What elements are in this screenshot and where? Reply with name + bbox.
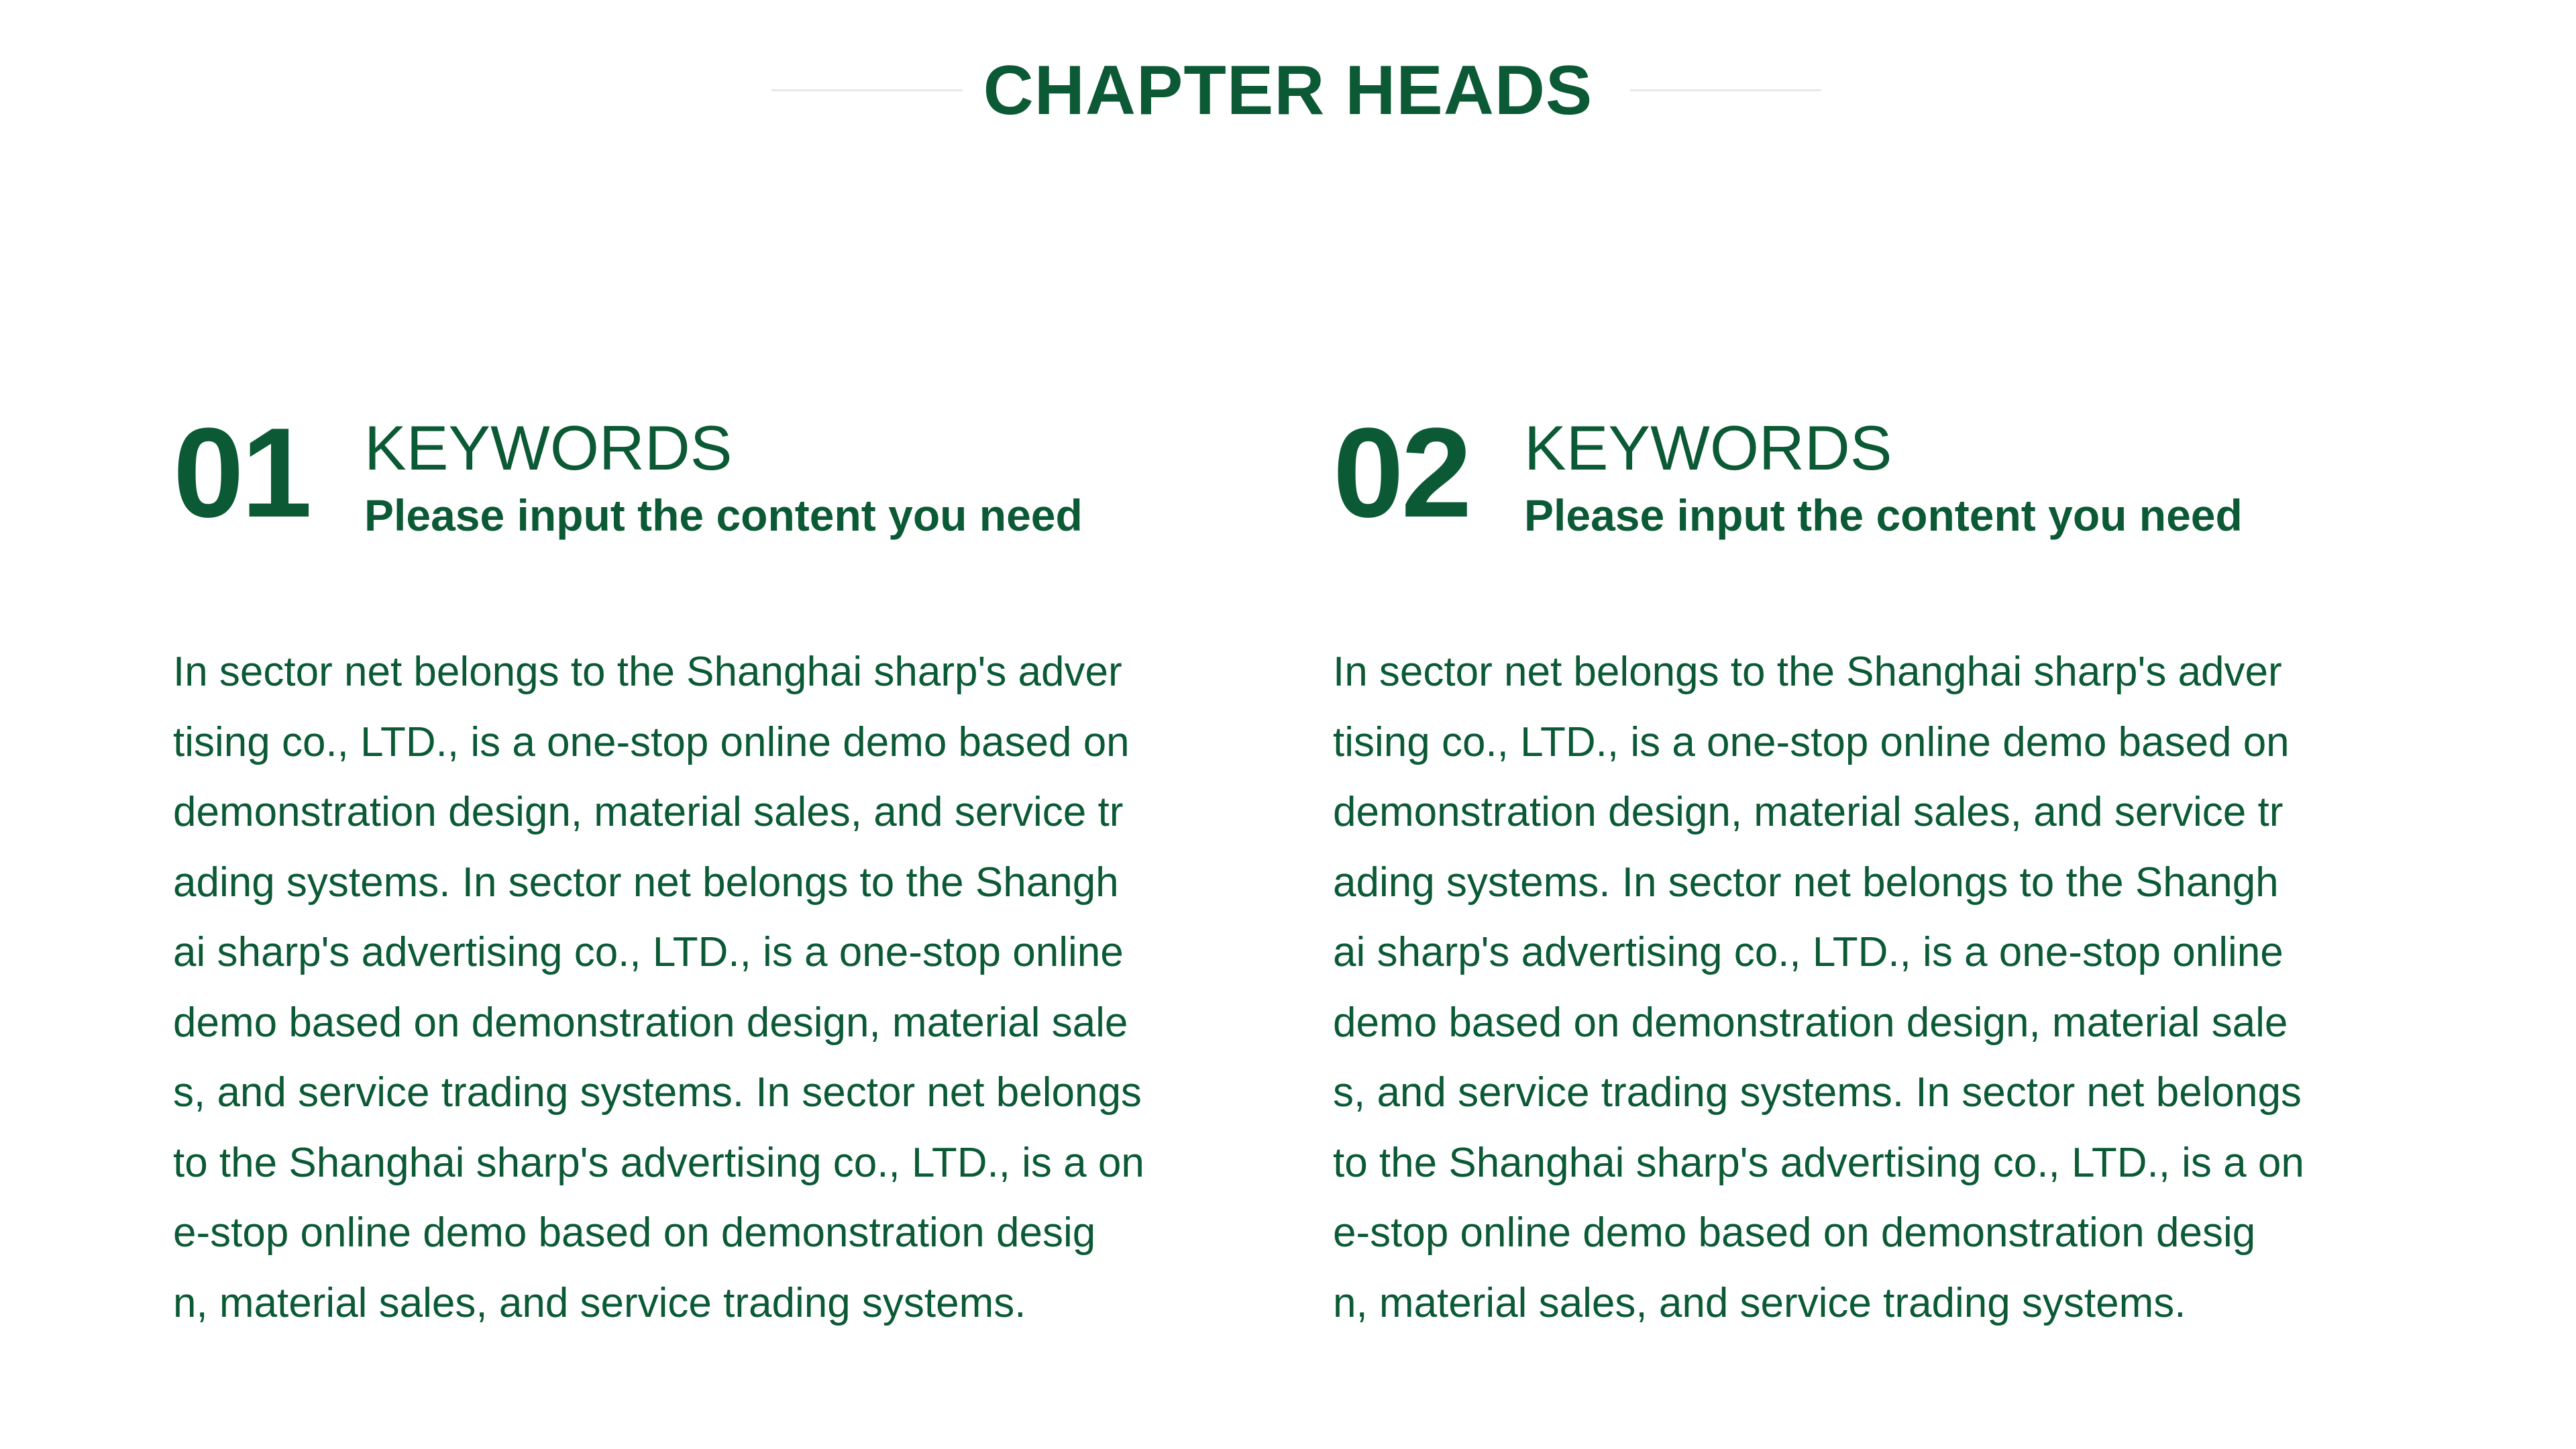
section-heading: KEYWORDS: [364, 413, 733, 483]
body-line: tising co., LTD., is a one-stop online demo based on: [1333, 718, 2290, 765]
section-subheading: Please input the content you need: [364, 490, 1083, 540]
body-line: to the Shanghai sharp's advertising co., LTD., is a on: [173, 1139, 1144, 1186]
section-body: [173, 637, 1273, 1338]
section-heading: KEYWORDS: [1524, 413, 1892, 483]
section-subheading: Please input the content you need: [1524, 490, 2243, 540]
section-number: 02: [1333, 402, 1470, 544]
body-line: tising co., LTD., is a one-stop online demo based on: [173, 718, 1130, 765]
body-line: ai sharp's advertising co., LTD., is a one-stop online: [173, 929, 1124, 975]
body-line: demonstration design, material sales, and service tr: [173, 789, 1124, 835]
body-line: In sector net belongs to the Shanghai sharp's adver: [1333, 649, 2282, 695]
body-line: ading systems. In sector net belongs to the Shangh: [173, 859, 1119, 906]
body-line: s, and service trading systems. In sector net belongs: [1333, 1069, 2302, 1116]
section-body: [1333, 637, 2433, 1338]
body-line: demo based on demonstration design, material sale: [1333, 999, 2288, 1046]
body-line: ading systems. In sector net belongs to the Shangh: [1333, 859, 2279, 906]
body-line: demonstration design, material sales, and service tr: [1333, 789, 2284, 835]
body-line: e-stop online demo based on demonstration desig: [173, 1210, 1096, 1256]
body-line: In sector net belongs to the Shanghai sharp's adver: [173, 649, 1122, 695]
body-line: n, material sales, and service trading systems.: [1333, 1279, 2186, 1326]
title-bar: [0, 47, 2576, 134]
section-number: 01: [173, 402, 310, 544]
body-line: e-stop online demo based on demonstration desig: [1333, 1210, 2256, 1256]
body-line: demo based on demonstration design, material sale: [173, 999, 1128, 1046]
page-title: CHAPTER HEADS: [983, 52, 1593, 129]
body-line: s, and service trading systems. In sector net belongs: [173, 1069, 1142, 1116]
body-line: n, material sales, and service trading systems.: [173, 1279, 1026, 1326]
body-line: to the Shanghai sharp's advertising co., LTD., is a on: [1333, 1139, 2304, 1186]
body-line: ai sharp's advertising co., LTD., is a one-stop online: [1333, 929, 2284, 975]
title-rule-right: [1630, 89, 1821, 91]
